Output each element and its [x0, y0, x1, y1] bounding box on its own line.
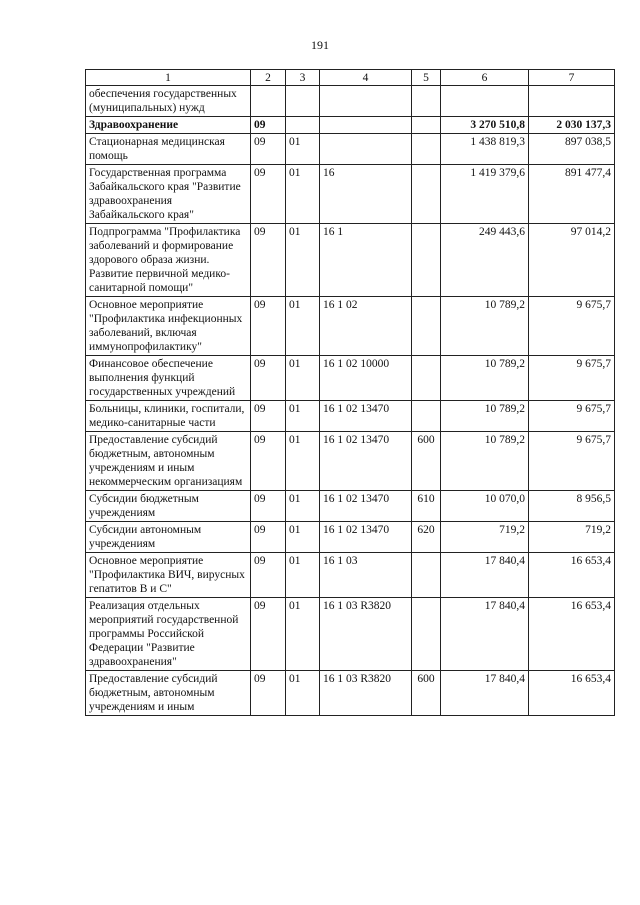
- amount-cell: 16 653,4: [529, 671, 615, 716]
- table-row: [86, 401, 615, 432]
- column-header: 5: [412, 70, 441, 86]
- description-cell: Предоставление субсидий бюджетным, автономным учреждениям и иным некоммерческим организациям: [86, 432, 251, 491]
- subsection-cell: 01: [286, 522, 320, 553]
- amount-cell: 897 038,5: [529, 134, 615, 165]
- subsection-cell: [286, 117, 320, 134]
- section-cell: 09: [251, 598, 286, 671]
- target-article-cell: [320, 134, 412, 165]
- expense-type-cell: [412, 117, 441, 134]
- table-header-row: [86, 70, 615, 86]
- target-article-cell: 16 1 03 R3820: [320, 598, 412, 671]
- table-row: [86, 491, 615, 522]
- amount-cell: [529, 86, 615, 117]
- amount-cell: 3 270 510,8: [441, 117, 529, 134]
- expense-type-cell: 600: [412, 432, 441, 491]
- section-cell: 09: [251, 401, 286, 432]
- amount-cell: 17 840,4: [441, 598, 529, 671]
- expense-type-cell: [412, 224, 441, 297]
- subsection-cell: 01: [286, 553, 320, 598]
- expense-type-cell: [412, 598, 441, 671]
- subsection-cell: 01: [286, 401, 320, 432]
- target-article-cell: 16 1 02 13470: [320, 491, 412, 522]
- amount-cell: 891 477,4: [529, 165, 615, 224]
- table-row: [86, 297, 615, 356]
- description-cell: Государственная программа Забайкальского края "Развитие здравоохранения Забайкальского края": [86, 165, 251, 224]
- table-row: [86, 598, 615, 671]
- expense-type-cell: 610: [412, 491, 441, 522]
- column-header: 7: [529, 70, 615, 86]
- amount-cell: 9 675,7: [529, 432, 615, 491]
- subsection-cell: 01: [286, 598, 320, 671]
- expense-type-cell: 600: [412, 671, 441, 716]
- target-article-cell: 16 1 02: [320, 297, 412, 356]
- section-cell: [251, 86, 286, 117]
- table-row: [86, 86, 615, 117]
- description-cell: Больницы, клиники, госпитали, медико-санитарные части: [86, 401, 251, 432]
- amount-cell: 10 789,2: [441, 401, 529, 432]
- section-cell: 09: [251, 553, 286, 598]
- subsection-cell: 01: [286, 432, 320, 491]
- target-article-cell: [320, 86, 412, 117]
- column-header: 4: [320, 70, 412, 86]
- amount-cell: 1 419 379,6: [441, 165, 529, 224]
- amount-cell: 2 030 137,3: [529, 117, 615, 134]
- description-cell: Основное мероприятие "Профилактика инфекционных заболеваний, включая иммунопрофилактику": [86, 297, 251, 356]
- table-row: [86, 224, 615, 297]
- table-row: [86, 117, 615, 134]
- description-cell: Подпрограмма "Профилактика заболеваний и формирование здорового образа жизни. Развитие первичной медико-санитарной помощи": [86, 224, 251, 297]
- amount-cell: 10 789,2: [441, 356, 529, 401]
- table-row: [86, 522, 615, 553]
- amount-cell: 249 443,6: [441, 224, 529, 297]
- subsection-cell: 01: [286, 671, 320, 716]
- target-article-cell: 16: [320, 165, 412, 224]
- expense-type-cell: [412, 165, 441, 224]
- table-row: [86, 134, 615, 165]
- target-article-cell: 16 1 03: [320, 553, 412, 598]
- amount-cell: 9 675,7: [529, 356, 615, 401]
- expense-type-cell: [412, 356, 441, 401]
- section-cell: 09: [251, 356, 286, 401]
- description-cell: Здравоохранение: [86, 117, 251, 134]
- table-body: [86, 70, 615, 716]
- section-cell: 09: [251, 491, 286, 522]
- section-cell: 09: [251, 117, 286, 134]
- subsection-cell: 01: [286, 356, 320, 401]
- section-cell: 09: [251, 297, 286, 356]
- expense-type-cell: [412, 401, 441, 432]
- expense-type-cell: [412, 297, 441, 356]
- target-article-cell: 16 1 02 13470: [320, 522, 412, 553]
- target-article-cell: [320, 117, 412, 134]
- amount-cell: 9 675,7: [529, 297, 615, 356]
- target-article-cell: 16 1: [320, 224, 412, 297]
- subsection-cell: 01: [286, 224, 320, 297]
- description-cell: Субсидии бюджетным учреждениям: [86, 491, 251, 522]
- description-cell: Стационарная медицинская помощь: [86, 134, 251, 165]
- column-header: 1: [86, 70, 251, 86]
- subsection-cell: [286, 86, 320, 117]
- table-row: [86, 553, 615, 598]
- expense-type-cell: [412, 86, 441, 117]
- target-article-cell: 16 1 02 13470: [320, 432, 412, 491]
- amount-cell: 1 438 819,3: [441, 134, 529, 165]
- expense-type-cell: [412, 134, 441, 165]
- description-cell: Основное мероприятие "Профилактика ВИЧ, вирусных гепатитов В и С": [86, 553, 251, 598]
- section-cell: 09: [251, 224, 286, 297]
- section-cell: 09: [251, 432, 286, 491]
- amount-cell: 97 014,2: [529, 224, 615, 297]
- subsection-cell: 01: [286, 165, 320, 224]
- amount-cell: 17 840,4: [441, 553, 529, 598]
- amount-cell: 16 653,4: [529, 598, 615, 671]
- page-number: 191: [311, 38, 329, 52]
- amount-cell: 10 789,2: [441, 297, 529, 356]
- amount-cell: 719,2: [529, 522, 615, 553]
- target-article-cell: 16 1 02 10000: [320, 356, 412, 401]
- table-row: [86, 432, 615, 491]
- amount-cell: [441, 86, 529, 117]
- description-cell: Субсидии автономным учреждениям: [86, 522, 251, 553]
- amount-cell: 10 070,0: [441, 491, 529, 522]
- amount-cell: 17 840,4: [441, 671, 529, 716]
- column-header: 6: [441, 70, 529, 86]
- budget-table: [85, 69, 615, 716]
- amount-cell: 9 675,7: [529, 401, 615, 432]
- description-cell: Финансовое обеспечение выполнения функций государственных учреждений: [86, 356, 251, 401]
- table-row: [86, 356, 615, 401]
- section-cell: 09: [251, 134, 286, 165]
- amount-cell: 16 653,4: [529, 553, 615, 598]
- target-article-cell: 16 1 03 R3820: [320, 671, 412, 716]
- subsection-cell: 01: [286, 491, 320, 522]
- description-cell: Реализация отдельных мероприятий государственной программы Российской Федерации "Развитие здравоохранения": [86, 598, 251, 671]
- subsection-cell: 01: [286, 134, 320, 165]
- table-row: [86, 671, 615, 716]
- section-cell: 09: [251, 165, 286, 224]
- target-article-cell: 16 1 02 13470: [320, 401, 412, 432]
- section-cell: 09: [251, 522, 286, 553]
- column-header: 3: [286, 70, 320, 86]
- section-cell: 09: [251, 671, 286, 716]
- table-row: [86, 165, 615, 224]
- subsection-cell: 01: [286, 297, 320, 356]
- expense-type-cell: [412, 553, 441, 598]
- description-cell: Предоставление субсидий бюджетным, автономным учреждениям и иным: [86, 671, 251, 716]
- column-header: 2: [251, 70, 286, 86]
- amount-cell: 8 956,5: [529, 491, 615, 522]
- description-cell: обеспечения государственных (муниципальных) нужд: [86, 86, 251, 117]
- amount-cell: 10 789,2: [441, 432, 529, 491]
- amount-cell: 719,2: [441, 522, 529, 553]
- expense-type-cell: 620: [412, 522, 441, 553]
